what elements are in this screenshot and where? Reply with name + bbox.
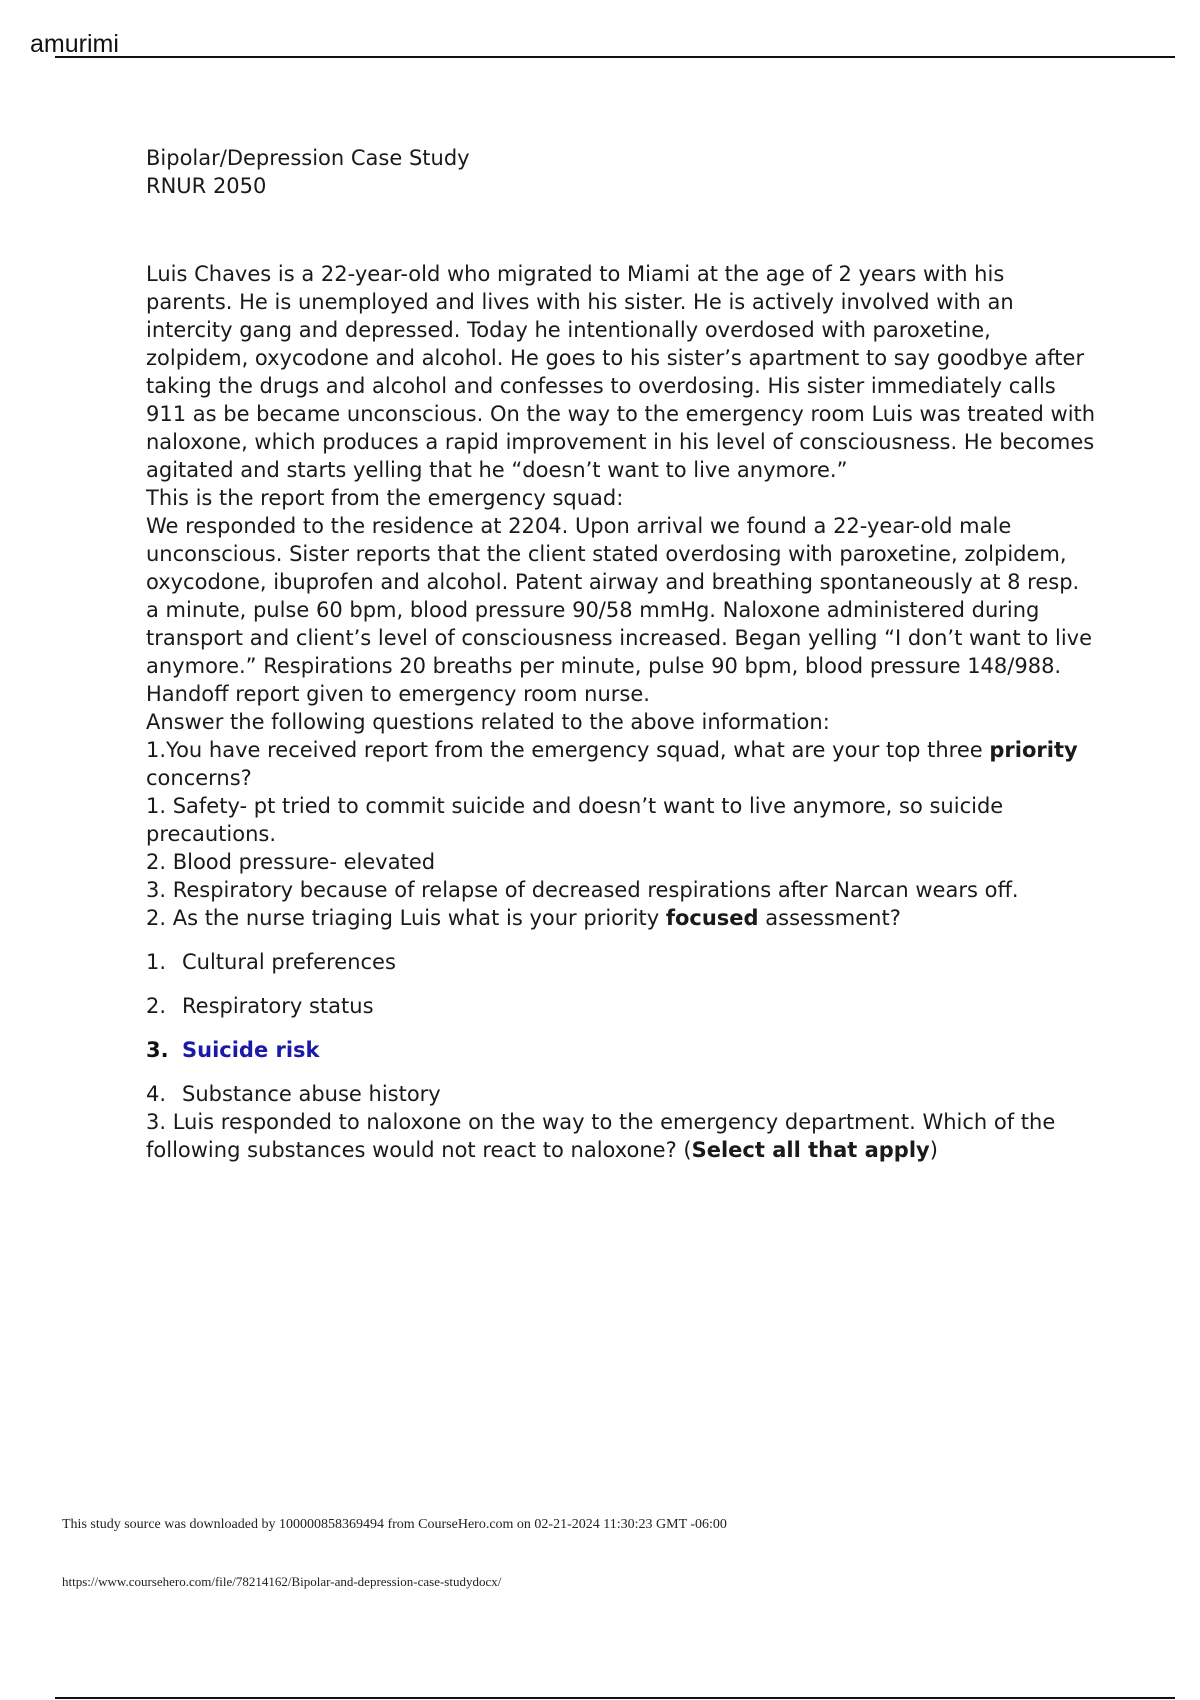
answer-1-item: 3. Respiratory because of relapse of decreased respirations after Narcan wears off. — [146, 878, 1019, 902]
option-item — [146, 948, 1096, 976]
option-item-selected-answer — [146, 1036, 1096, 1064]
question-2 — [146, 904, 1096, 932]
option-text: Substance abuse history — [182, 1082, 441, 1106]
question-1-bold: priority — [989, 738, 1078, 762]
option-item — [146, 1080, 1096, 1108]
answer-1-item: 1. Safety- pt tried to commit suicide and doesn’t want to live anymore, so suicide precautions. — [146, 794, 1004, 846]
option-text: Cultural preferences — [182, 950, 396, 974]
option-number: 4. — [146, 1082, 167, 1106]
course-code: RNUR 2050 — [146, 174, 267, 198]
question-2-pre: 2. As the nurse triaging Luis what is your priority — [146, 906, 666, 930]
report-paragraph: We responded to the residence at 2204. Upon arrival we found a 22-year-old male unconscious. Sister reports that the client stated overdosing with paroxetine, zolpidem, oxycodone, ibuprofen and alcohol. Patent airway and breathing spontaneously at 8 resp. a minute, pulse 60 bpm, blood pressure 90/58 mmHg. Naloxone administered during transport and client’s level of consciousness increased. Began yelling “I don’t want to live anymore.” Respirations 20 breaths per minute, pulse 90 bpm, blood pressure 148/988. Handoff report given to emergency room nurse. — [146, 514, 1093, 706]
question-1-post: concerns? — [146, 766, 252, 790]
question-1 — [146, 736, 1096, 792]
option-item — [146, 992, 1096, 1020]
option-number: 2. — [146, 994, 167, 1018]
option-number: 3. — [146, 1038, 169, 1062]
bottom-divider — [55, 1697, 1175, 1699]
document-title: Bipolar/Depression Case Study — [146, 146, 470, 170]
question-3 — [146, 1108, 1096, 1164]
question-3-pre: 3. Luis responded to naloxone on the way to the emergency department. Which of the following substances would not react to naloxone? ( — [146, 1110, 1056, 1162]
case-intro-paragraph: Luis Chaves is a 22-year-old who migrated to Miami at the age of 2 years with his parents. He is unemployed and lives with his sister. He is actively involved with an intercity gang and depressed. Today he intentionally overdosed with paroxetine, zolpidem, oxycodone and alcohol. He goes to his sister’s apartment to say goodbye after taking the drugs and alcohol and confesses to overdosing. His sister immediately calls 911 as be became unconscious. On the way to the emergency room Luis was treated with naloxone, which produces a rapid improvement in his level of consciousness. He becomes agitated and starts yelling that he “doesn’t want to live anymore.” — [146, 262, 1096, 482]
answer-1-item: 2. Blood pressure- elevated — [146, 850, 436, 874]
question-2-post: assessment? — [758, 906, 901, 930]
question-3-bold: Select all that apply — [691, 1138, 930, 1162]
option-text: Suicide risk — [182, 1038, 320, 1062]
username-header: amurimi — [30, 30, 119, 58]
question-1-pre: 1.You have received report from the emergency squad, what are your top three — [146, 738, 990, 762]
question-2-bold: focused — [665, 906, 759, 930]
header-divider — [55, 56, 1175, 58]
instructions: Answer the following questions related to the above information: — [146, 710, 830, 734]
report-heading: This is the report from the emergency squad: — [146, 486, 624, 510]
download-source-note: This study source was downloaded by 100000858369494 from CourseHero.com on 02-21-2024 11:30:23 GMT -06:00 — [62, 1517, 727, 1532]
document-body — [146, 144, 1096, 1164]
title-block — [146, 144, 1096, 200]
option-number: 1. — [146, 950, 167, 974]
option-text: Respiratory status — [182, 994, 374, 1018]
source-url[interactable]: https://www.coursehero.com/file/78214162/Bipolar-and-depression-case-studydocx/ — [62, 1574, 502, 1589]
question-3-post: ) — [929, 1138, 938, 1162]
